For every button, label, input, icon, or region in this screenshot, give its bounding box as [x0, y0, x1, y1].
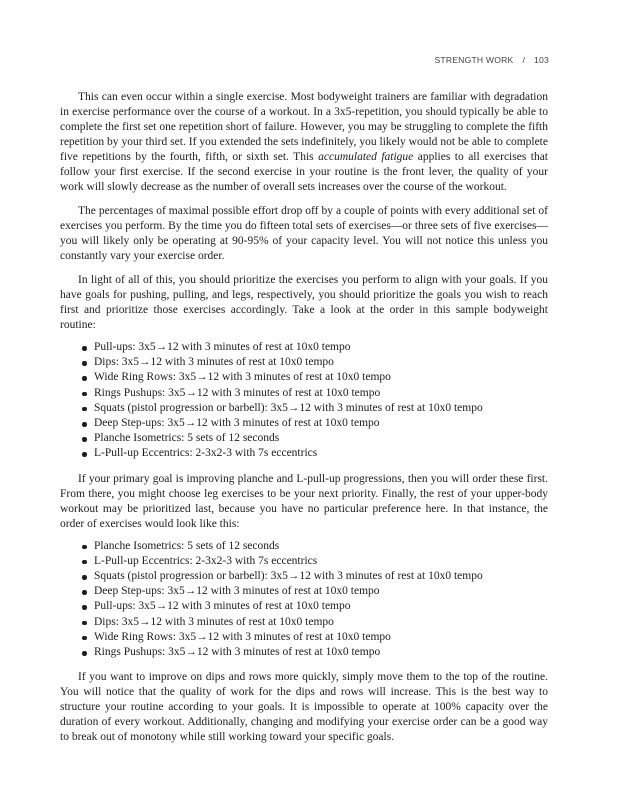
- list-item: Wide Ring Rows: 3x5→12 with 3 minutes of rest at 10x0 tempo: [60, 630, 548, 645]
- list-item: Wide Ring Rows: 3x5→12 with 3 minutes of rest at 10x0 tempo: [60, 370, 548, 385]
- list-item: Rings Pushups: 3x5→12 with 3 minutes of rest at 10x0 tempo: [60, 645, 548, 660]
- page-number: 103: [534, 55, 549, 65]
- list-item: Pull-ups: 3x5→12 with 3 minutes of rest at 10x0 tempo: [60, 340, 548, 355]
- body-text: [60, 90, 548, 745]
- list-item: Squats (pistol progression or barbell): 3x5→12 with 3 minutes of rest at 10x0 tempo: [60, 569, 548, 584]
- paragraph-text: This can even occur within a single exercise. Most bodyweight trainers are familiar with degradation in exercise performance over the course of a workout. In a 3x5-repetition, you should typically be able to complete the first set one repetition short of failure. However, you may be struggling to complete the fifth repetition by your third set. If you extended the sets indefinitely, you likely would not be able to complete five repetitions by the fourth, fifth, or sixth set. This: [60, 91, 548, 163]
- list-item: Pull-ups: 3x5→12 with 3 minutes of rest at 10x0 tempo: [60, 599, 548, 614]
- list-item: Dips: 3x5→12 with 3 minutes of rest at 10x0 tempo: [60, 355, 548, 370]
- section-title: STRENGTH WORK: [434, 55, 514, 65]
- list-item: L-Pull-up Eccentrics: 2-3x2-3 with 7s eccentrics: [60, 554, 548, 569]
- paragraph-primary-goal: If your primary goal is improving planche and L-pull-up progressions, then you will order these first. From there, you might choose leg exercises to be your next priority. Finally, the rest of your upper-body workout may be prioritized last, because you have no particular preference here. In that instance, the order of exercises would look like this:: [60, 472, 548, 530]
- running-header: [434, 55, 549, 65]
- list-item: Dips: 3x5→12 with 3 minutes of rest at 10x0 tempo: [60, 615, 548, 630]
- reordered-routine-list: [60, 539, 548, 661]
- list-item: Squats (pistol progression or barbell): 3x5→12 with 3 minutes of rest at 10x0 tempo: [60, 401, 548, 416]
- paragraph-dips-rows: If you want to improve on dips and rows more quickly, simply move them to the top of the routine. You will notice that the quality of work for the dips and rows will increase. This is the best way to structure your routine according to your goals. It is impossible to operate at 100% capacity over the duration of every workout. Additionally, changing and modifying your exercise order can be a good way to break out of monotony while still working toward your specific goals.: [60, 671, 548, 744]
- list-item: Deep Step-ups: 3x5→12 with 3 minutes of rest at 10x0 tempo: [60, 416, 548, 431]
- list-item: Planche Isometrics: 5 sets of 12 seconds: [60, 431, 548, 446]
- list-item: Deep Step-ups: 3x5→12 with 3 minutes of rest at 10x0 tempo: [60, 584, 548, 599]
- list-item: L-Pull-up Eccentrics: 2-3x2-3 with 7s eccentrics: [60, 446, 548, 461]
- paragraph-accumulated-fatigue: [60, 90, 548, 195]
- header-separator: /: [522, 55, 526, 65]
- paragraph-prioritize: In light of all of this, you should prioritize the exercises you perform to align with your goals. If you have goals for pushing, pulling, and legs, respectively, you should prioritize the goals you wish to reach first and prioritize those exercises accordingly. Take a look at the order in this sample bodyweight routine:: [60, 274, 548, 331]
- paragraph-effort-drop: The percentages of maximal possible effort drop off by a couple of points with every additional set of exercises you perform. By the time you do fifteen total sets of exercises—or three sets of five exercises—you will likely only be operating at 90-95% of your capacity level. You will not notice this unless you constantly vary your exercise order.: [60, 205, 548, 262]
- emphasis-term: accumulated fatigue: [318, 151, 414, 163]
- paragraph-text: applies to all exercises that follow your first exercise. If the second exercise in your routine is the front lever, the quality of your work will slowly decrease as the number of overall sets increases over the course of the workout.: [60, 151, 549, 193]
- list-item: Planche Isometrics: 5 sets of 12 seconds: [60, 539, 548, 554]
- list-item: Rings Pushups: 3x5→12 with 3 minutes of rest at 10x0 tempo: [60, 386, 548, 401]
- sample-routine-list: [60, 340, 548, 462]
